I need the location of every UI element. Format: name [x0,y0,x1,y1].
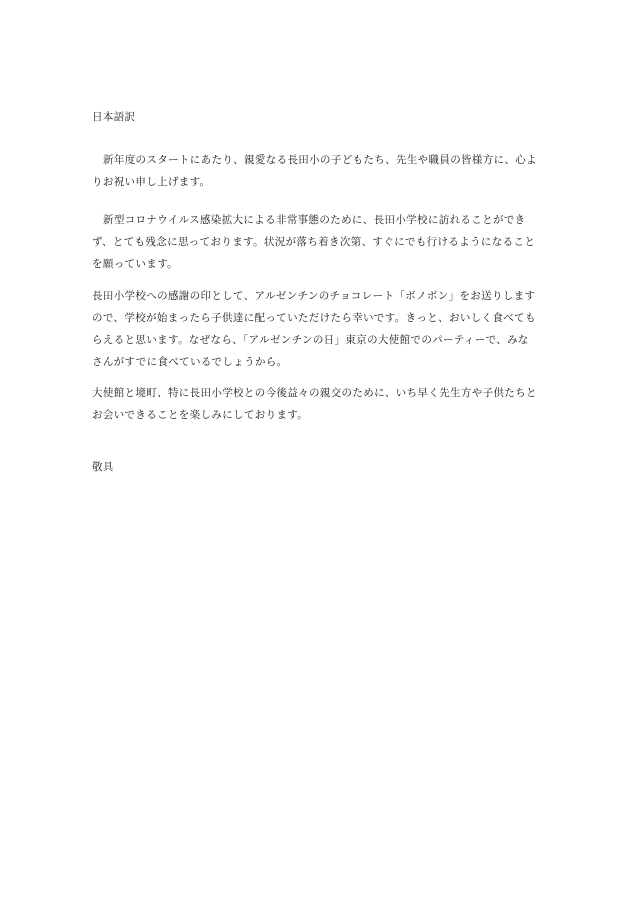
document-heading [92,106,552,128]
paragraph-line: 新年度のスタートにあたり、親愛なる長田小の子どもたち、先生や職員の皆様方に、心よ [103,154,537,166]
paragraph-covid [92,209,552,275]
paragraph-line: さんがすでに食べているでしょうから。 [92,356,288,368]
document-closing [92,456,552,478]
paragraph-line: 新型コロナウイルス感染拡大による非常事態のために、長田小学校に訪れることができ [103,214,526,226]
paragraph-chocolate [92,285,552,373]
paragraph-line: ず、とても残念に思っております。状況が落ち着き次第、すぐにでも行けるようになること [92,236,536,248]
heading-text: 日本語訳 [92,111,136,123]
paragraph-line: を願っています。 [92,258,178,270]
paragraph-line: 長田小学校への感謝の印として、アルゼンチンのチョコレート「ボノボン」をお送りします [92,290,536,302]
closing-text: 敬具 [92,461,114,473]
paragraph-line: お会いできることを楽しみにしております。 [92,409,309,421]
paragraph-friendship [92,382,552,426]
paragraph-line: らえると思います。なぜなら、「アルゼンチンの日」東京の大使館でのパーティーで、みな [92,334,529,346]
paragraph-line: ので、学校が始まったら子供達に配っていただけたら幸いです。きっと、おいしく食べても [92,312,536,324]
paragraph-greeting [92,149,552,193]
paragraph-line: 大使館と境町、特に長田小学校との今後益々の親交のために、いち早く先生方や子供たちと [92,387,537,399]
paragraph-line: りお祝い申し上げます。 [92,176,211,188]
